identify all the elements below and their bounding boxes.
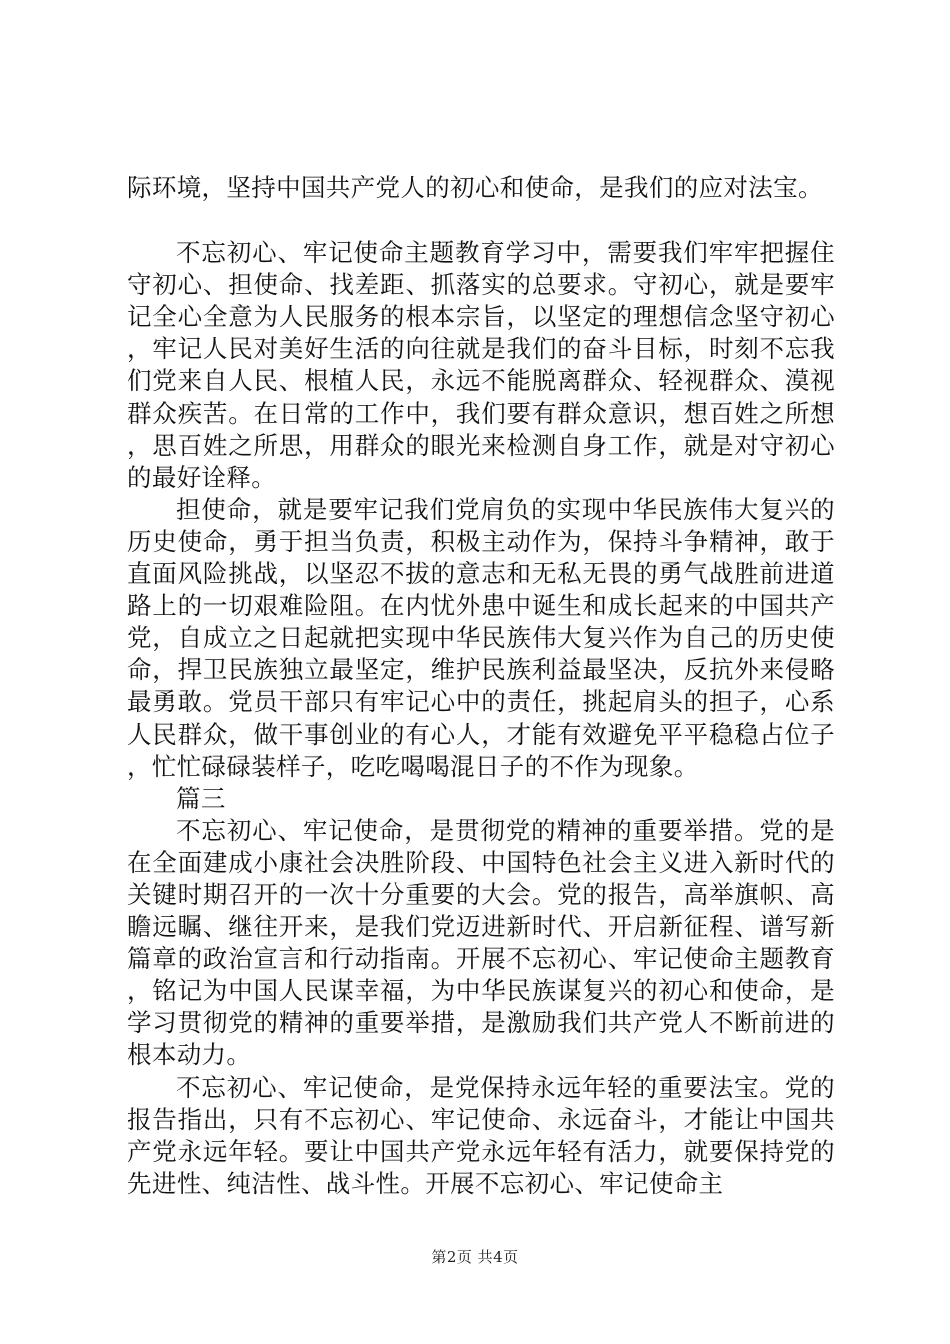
paragraph-important-measure: 不忘初心、牢记使命，是贯彻党的精神的重要举措。党的是在全面建成小康社会决胜阶段、中国特色社会主义进入新时代的关键时期召开的一次十分重要的大会。党的报告，高举旗帜、高瞻远瞩、继往开来，是我们党迈进新时代、开启新征程、谱写新篇章的政治宣言和行动指南。开展不忘初心、牢记使命主题教育，铭记为中国人民谋幸福，为中华民族谋复兴的初心和使命，是学习贯彻党的精神的重要举措，是激励我们共产党人不断前进的根本动力。 (127, 815, 835, 1070)
page-number-label: 第2页 共4页 (431, 1248, 519, 1266)
section-heading: 篇三 (176, 783, 226, 813)
paragraph-continuation: 际环境，坚持中国共产党人的初心和使命，是我们的应对法宝。 (127, 173, 823, 202)
page-footer (0, 1246, 950, 1267)
paragraph-stay-true-original-aspiration: 不忘初心、牢记使命主题教育学习中，需要我们牢牢把握住守初心、担使命、找差距、抓落实的总要求。守初心，就是要牢记全心全意为人民服务的根本宗旨，以坚定的理想信念坚守初心，牢记人民对美好生活的向往就是我们的奋斗目标，时刻不忘我们党来自人民、根植人民，永远不能脱离群众、轻视群众、漠视群众疾苦。在日常的工作中，我们要有群众意识，想百姓之所想，思百姓之所思，用群众的眼光来检测自身工作，就是对守初心的最好诠释。 (127, 238, 835, 492)
paragraph-shoulder-mission: 担使命，就是要牢记我们党肩负的实现中华民族伟大复兴的历史使命，勇于担当负责，积极主动作为，保持斗争精神，敢于直面风险挑战，以坚忍不拔的意志和无私无畏的勇气战胜前进道路上的一切艰难险阻。在内忧外患中诞生和成长起来的中国共产党，自成立之日起就把实现中华民族伟大复兴作为自己的历史使命，捍卫民族独立最坚定，维护民族利益最坚决，反抗外来侵略最勇敢。党员干部只有牢记心中的责任，挑起肩头的担子，心系人民群众，做干事创业的有心人，才能有效避免平平稳稳占位子，忙忙碌碌装样子，吃吃喝喝混日子的不作为现象。 (127, 494, 835, 781)
document-body (127, 172, 835, 1200)
paragraph-forever-young: 不忘初心、牢记使命，是党保持永远年轻的重要法宝。党的报告指出，只有不忘初心、牢记使命、永远奋斗，才能让中国共产党永远年轻。要让中国共产党永远年轻有活力，就要保持党的先进性、纯洁性、战斗性。开展不忘初心、牢记使命主 (127, 1072, 835, 1198)
